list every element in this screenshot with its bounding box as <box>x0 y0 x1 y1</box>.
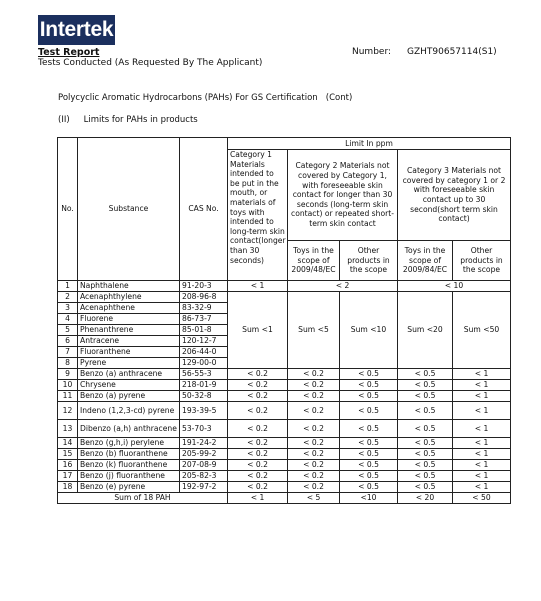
table-row <box>58 292 511 303</box>
row-cas: 192-97-2 <box>180 482 228 493</box>
limit-cat3-other: < 1 <box>453 460 511 471</box>
row-no: 6 <box>58 336 78 347</box>
row-substance: Acenaphthylene <box>78 292 180 303</box>
limit-cat2-toys: < 0.2 <box>288 420 340 438</box>
limit-cat2-toys: < 0.2 <box>288 449 340 460</box>
header-substance: Substance <box>78 138 180 281</box>
header-cas: CAS No. <box>180 138 228 281</box>
limit-cat3-other: < 1 <box>453 380 511 391</box>
row-no: 7 <box>58 347 78 358</box>
limit-cat3-other: < 1 <box>453 420 511 438</box>
limit-cat2-other: < 0.5 <box>340 460 398 471</box>
group-sum-cat2-toys: Sum <5 <box>288 292 340 369</box>
row-no: 13 <box>58 420 78 438</box>
header-category-3: Category 3 Materials not covered by category 1 or 2 with foreseeable skin contact up to 30 second(short term skin contact) <box>398 150 511 241</box>
limit-cat3-toys: < 0.5 <box>398 420 453 438</box>
limit-cat2-other: < 0.5 <box>340 391 398 402</box>
table-row <box>58 438 511 449</box>
limit-cat3-toys: < 0.5 <box>398 449 453 460</box>
row-substance: Benzo (k) fluoranthene <box>78 460 180 471</box>
total-cat3-toys: < 20 <box>398 493 453 504</box>
limit-cat2-toys: < 0.2 <box>288 438 340 449</box>
header-cat2-toys: Toys in the scope of 2009/48/EC <box>288 241 340 281</box>
row-cas: 120-12-7 <box>180 336 228 347</box>
row-substance: Benzo (e) pyrene <box>78 482 180 493</box>
table-row <box>58 369 511 380</box>
limit-cat2-other: < 0.5 <box>340 369 398 380</box>
row-no: 14 <box>58 438 78 449</box>
header-no: No. <box>58 138 78 281</box>
limit-cat1: < 0.2 <box>228 402 288 420</box>
row-no: 15 <box>58 449 78 460</box>
limit-cat3-toys: < 0.5 <box>398 438 453 449</box>
limit-cat3-other: < 1 <box>453 438 511 449</box>
table-row <box>58 449 511 460</box>
row-cas: 205-82-3 <box>180 471 228 482</box>
total-label: Sum of 18 PAH <box>58 493 228 504</box>
report-title: Test Report <box>38 47 100 58</box>
row-substance: Benzo (a) pyrene <box>78 391 180 402</box>
header-cat3-other: Other products in the scope <box>453 241 511 281</box>
limit-cat2-toys: < 0.2 <box>288 380 340 391</box>
row-substance: Fluorene <box>78 314 180 325</box>
naphthalene-limit-cat3: < 10 <box>398 281 511 292</box>
header-cat2-other: Other products in the scope <box>340 241 398 281</box>
row-no: 1 <box>58 281 78 292</box>
row-substance: Benzo (a) anthracene <box>78 369 180 380</box>
table-row <box>58 420 511 438</box>
row-no: 17 <box>58 471 78 482</box>
row-no: 3 <box>58 303 78 314</box>
naphthalene-limit-cat2: < 2 <box>288 281 398 292</box>
row-substance: Pyrene <box>78 358 180 369</box>
row-substance: Benzo (j) fluoranthene <box>78 471 180 482</box>
table-row <box>58 281 511 292</box>
header-category-1: Category 1 Materials intended to be put in the mouth, or materials of toys with intended to long-term skin contact(longer than 30 seconds) <box>228 150 288 281</box>
limit-cat1: < 0.2 <box>228 482 288 493</box>
limit-cat1: < 0.2 <box>228 438 288 449</box>
row-cas: 56-55-3 <box>180 369 228 380</box>
limit-cat2-toys: < 0.2 <box>288 482 340 493</box>
limit-cat2-toys: < 0.2 <box>288 460 340 471</box>
limit-cat3-other: < 1 <box>453 449 511 460</box>
limit-cat3-toys: < 0.5 <box>398 369 453 380</box>
row-cas: 208-96-8 <box>180 292 228 303</box>
group-sum-cat2-other: Sum <10 <box>340 292 398 369</box>
group-sum-cat1: Sum <1 <box>228 292 288 369</box>
limit-cat3-other: < 1 <box>453 391 511 402</box>
row-cas: 91-20-3 <box>180 281 228 292</box>
total-cat2-other: <10 <box>340 493 398 504</box>
table-row <box>58 391 511 402</box>
section-index: (II) <box>58 115 70 125</box>
table-row <box>58 380 511 391</box>
limit-cat3-other: < 1 <box>453 482 511 493</box>
limit-cat1: < 0.2 <box>228 391 288 402</box>
row-no: 16 <box>58 460 78 471</box>
pah-limits-table <box>57 137 511 504</box>
limit-cat2-toys: < 0.2 <box>288 391 340 402</box>
row-no: 18 <box>58 482 78 493</box>
row-cas: 86-73-7 <box>180 314 228 325</box>
header-cat3-toys: Toys in the scope of 2009/84/EC <box>398 241 453 281</box>
row-cas: 207-08-9 <box>180 460 228 471</box>
header-limit: Limit In ppm <box>228 138 511 150</box>
row-no: 12 <box>58 402 78 420</box>
table-row <box>58 460 511 471</box>
intertek-logo: Intertek <box>38 15 115 45</box>
total-cat2-toys: < 5 <box>288 493 340 504</box>
limit-cat3-toys: < 0.5 <box>398 391 453 402</box>
report-number-label: Number: <box>352 47 392 57</box>
row-substance: Naphthalene <box>78 281 180 292</box>
row-no: 9 <box>58 369 78 380</box>
row-cas: 191-24-2 <box>180 438 228 449</box>
row-substance: Benzo (g,h,i) perylene <box>78 438 180 449</box>
limit-cat3-other: < 1 <box>453 369 511 380</box>
limit-cat2-toys: < 0.2 <box>288 402 340 420</box>
group-sum-cat3-other: Sum <50 <box>453 292 511 369</box>
row-substance: Fluoranthene <box>78 347 180 358</box>
row-cas: 85-01-8 <box>180 325 228 336</box>
row-cas: 50-32-8 <box>180 391 228 402</box>
limit-cat2-other: < 0.5 <box>340 438 398 449</box>
row-cas: 193-39-5 <box>180 402 228 420</box>
header-category-2: Category 2 Materials not covered by Category 1, with foreseeable skin contact for longer than 30 seconds (long-term skin contact) or repeated short-term skin contact <box>288 150 398 241</box>
section-subtitle-text: Limits for PAHs in products <box>83 115 198 125</box>
row-no: 5 <box>58 325 78 336</box>
total-cat3-other: < 50 <box>453 493 511 504</box>
row-no: 2 <box>58 292 78 303</box>
row-substance: Indeno (1,2,3-cd) pyrene <box>78 402 180 420</box>
row-substance: Benzo (b) fluoranthene <box>78 449 180 460</box>
limit-cat1: < 0.2 <box>228 449 288 460</box>
row-cas: 218-01-9 <box>180 380 228 391</box>
row-cas: 53-70-3 <box>180 420 228 438</box>
limit-cat1: < 0.2 <box>228 380 288 391</box>
table-row <box>58 402 511 420</box>
row-substance: Dibenzo (a,h) anthracene <box>78 420 180 438</box>
section-subtitle <box>58 115 212 125</box>
table-row <box>58 482 511 493</box>
row-no: 11 <box>58 391 78 402</box>
row-no: 4 <box>58 314 78 325</box>
report-subtitle: Tests Conducted (As Requested By The Applicant) <box>38 58 263 68</box>
limit-cat3-toys: < 0.5 <box>398 471 453 482</box>
row-cas: 129-00-0 <box>180 358 228 369</box>
limit-cat3-other: < 1 <box>453 402 511 420</box>
total-cat1: < 1 <box>228 493 288 504</box>
limit-cat3-toys: < 0.5 <box>398 482 453 493</box>
row-cas: 83-32-9 <box>180 303 228 314</box>
limit-cat2-other: < 0.5 <box>340 482 398 493</box>
limit-cat2-other: < 0.5 <box>340 420 398 438</box>
row-cas: 206-44-0 <box>180 347 228 358</box>
row-cas: 205-99-2 <box>180 449 228 460</box>
limit-cat1: < 0.2 <box>228 420 288 438</box>
group-sum-cat3-toys: Sum <20 <box>398 292 453 369</box>
report-number-value: GZHT90657114(S1) <box>407 47 497 57</box>
limit-cat2-other: < 0.5 <box>340 471 398 482</box>
limit-cat1: < 0.2 <box>228 460 288 471</box>
limit-cat2-toys: < 0.2 <box>288 369 340 380</box>
section-title: Polycyclic Aromatic Hydrocarbons (PAHs) For GS Certification (Cont) <box>58 93 353 103</box>
limit-cat2-toys: < 0.2 <box>288 471 340 482</box>
row-substance: Antracene <box>78 336 180 347</box>
row-substance: Chrysene <box>78 380 180 391</box>
row-no: 10 <box>58 380 78 391</box>
limit-cat3-toys: < 0.5 <box>398 402 453 420</box>
limit-cat2-other: < 0.5 <box>340 449 398 460</box>
total-row <box>58 493 511 504</box>
row-no: 8 <box>58 358 78 369</box>
limit-cat3-other: < 1 <box>453 471 511 482</box>
limit-cat3-toys: < 0.5 <box>398 460 453 471</box>
row-substance: Acenaphthene <box>78 303 180 314</box>
limit-cat1: < 0.2 <box>228 369 288 380</box>
row-substance: Phenanthrene <box>78 325 180 336</box>
limit-cat3-toys: < 0.5 <box>398 380 453 391</box>
naphthalene-limit-cat1: < 1 <box>228 281 288 292</box>
limit-cat1: < 0.2 <box>228 471 288 482</box>
limit-cat2-other: < 0.5 <box>340 402 398 420</box>
table-row <box>58 471 511 482</box>
limit-cat2-other: < 0.5 <box>340 380 398 391</box>
